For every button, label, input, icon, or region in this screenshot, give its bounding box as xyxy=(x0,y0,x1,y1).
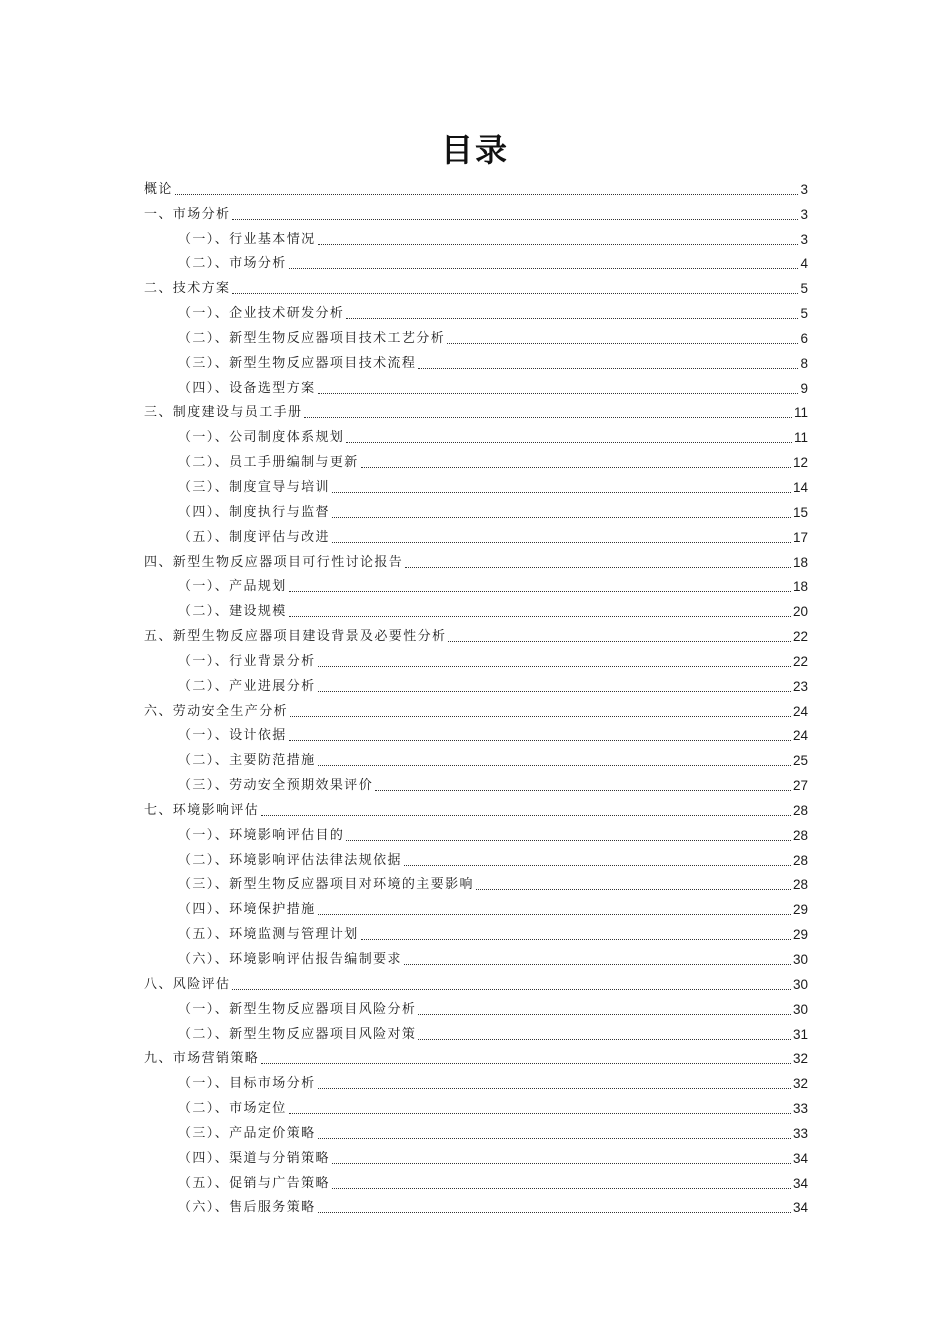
toc-entry-label: （二）、主要防范措施 xyxy=(178,753,316,769)
dot-leader xyxy=(289,616,791,617)
toc-entry-page-number: 17 xyxy=(792,529,808,545)
toc-entry[interactable] xyxy=(144,422,808,447)
toc-entry-page-number: 3 xyxy=(800,206,808,222)
toc-entry-label: （四）、设备选型方案 xyxy=(178,380,316,396)
toc-entry-page-number: 11 xyxy=(793,405,808,421)
toc-entry[interactable] xyxy=(144,919,808,944)
toc-entry-label: 四、新型生物反应器项目可行性讨论报告 xyxy=(144,554,404,570)
toc-entry-label: 概论 xyxy=(144,181,173,197)
dot-leader xyxy=(318,666,791,667)
toc-entry[interactable] xyxy=(144,373,808,398)
toc-entry-page-number: 6 xyxy=(800,330,808,346)
dot-leader xyxy=(346,442,792,443)
toc-entry-page-number: 27 xyxy=(792,778,808,794)
dot-leader xyxy=(346,840,791,841)
toc-entry[interactable] xyxy=(144,497,808,522)
toc-entry[interactable] xyxy=(144,1068,808,1093)
dot-leader xyxy=(289,268,799,269)
toc-entry-page-number: 5 xyxy=(800,306,808,322)
toc-entry[interactable] xyxy=(144,621,808,646)
toc-entry-label: （二）、建设规模 xyxy=(178,604,287,620)
toc-entry-label: （一）、新型生物反应器项目风险分析 xyxy=(178,1001,417,1017)
dot-leader xyxy=(361,939,791,940)
dot-leader xyxy=(318,244,799,245)
toc-entry-label: （一）、公司制度体系规划 xyxy=(178,430,345,446)
toc-entry-page-number: 4 xyxy=(800,256,808,272)
toc-entry[interactable] xyxy=(144,1044,808,1069)
dot-leader xyxy=(290,716,791,717)
toc-entry[interactable] xyxy=(144,646,808,671)
toc-entry-page-number: 15 xyxy=(792,504,808,520)
toc-entry-page-number: 11 xyxy=(793,430,808,446)
toc-entry-page-number: 3 xyxy=(800,181,808,197)
toc-entry[interactable] xyxy=(144,273,808,298)
dot-leader xyxy=(361,467,791,468)
dot-leader xyxy=(318,1088,791,1089)
toc-entry[interactable] xyxy=(144,820,808,845)
dot-leader xyxy=(375,790,791,791)
toc-entry-label: （四）、制度执行与监督 xyxy=(178,504,330,520)
page-title: 目录 xyxy=(440,131,509,169)
dot-leader xyxy=(404,865,791,866)
dot-leader xyxy=(318,1138,791,1139)
dot-leader xyxy=(418,368,798,369)
toc-entry[interactable] xyxy=(144,845,808,870)
toc-entry-page-number: 14 xyxy=(792,479,808,495)
toc-entry-label: 一、市场分析 xyxy=(144,206,231,222)
toc-entry-page-number: 32 xyxy=(792,1076,808,1092)
toc-entry-page-number: 34 xyxy=(792,1200,808,1216)
dot-leader xyxy=(418,1039,791,1040)
toc-entry[interactable] xyxy=(144,721,808,746)
toc-entry-label: （四）、环境保护措施 xyxy=(178,902,316,918)
toc-entry-page-number: 29 xyxy=(792,902,808,918)
toc-entry-label: （二）、产业进展分析 xyxy=(178,678,316,694)
toc-entry[interactable] xyxy=(144,944,808,969)
dot-leader xyxy=(232,293,798,294)
dot-leader xyxy=(332,1163,791,1164)
toc-entry-page-number: 9 xyxy=(800,380,808,396)
dot-leader xyxy=(232,989,791,990)
toc-list xyxy=(144,174,808,1217)
toc-entry[interactable] xyxy=(144,1143,808,1168)
toc-entry[interactable] xyxy=(144,447,808,472)
dot-leader xyxy=(448,641,791,642)
toc-entry-label: 八、风险评估 xyxy=(144,976,231,992)
toc-entry-label: （三）、产品定价策略 xyxy=(178,1125,316,1141)
toc-entry-label: （六）、环境影响评估报告编制要求 xyxy=(178,952,402,967)
toc-entry-page-number: 22 xyxy=(792,629,808,645)
dot-leader xyxy=(232,219,798,220)
toc-entry-page-number: 18 xyxy=(792,579,808,595)
toc-entry[interactable] xyxy=(144,224,808,249)
toc-entry-page-number: 23 xyxy=(792,678,808,694)
toc-entry-page-number: 12 xyxy=(792,455,808,471)
toc-entry-page-number: 3 xyxy=(800,231,808,247)
toc-entry-label: （二）、环境影响评估法律法规依据 xyxy=(178,852,402,868)
toc-entry[interactable] xyxy=(144,1093,808,1118)
toc-entry[interactable] xyxy=(144,298,808,323)
toc-entry[interactable] xyxy=(144,969,808,994)
toc-entry-page-number: 20 xyxy=(792,604,808,620)
dot-leader xyxy=(289,591,791,592)
toc-entry-page-number: 31 xyxy=(792,1026,808,1042)
dot-leader xyxy=(318,1212,791,1213)
toc-entry-label: （一）、目标市场分析 xyxy=(178,1076,316,1092)
dot-leader xyxy=(447,343,798,344)
dot-leader xyxy=(261,815,791,816)
toc-entry-label: （五）、制度评估与改进 xyxy=(178,529,330,545)
toc-entry-label: 九、市场营销策略 xyxy=(144,1051,260,1067)
toc-entry-label: （一）、企业技术研发分析 xyxy=(178,306,345,322)
toc-entry[interactable] xyxy=(144,994,808,1019)
toc-entry-label: （二）、市场定位 xyxy=(178,1101,287,1117)
dot-leader xyxy=(332,517,791,518)
toc-entry[interactable] xyxy=(144,249,808,274)
toc-entry-page-number: 30 xyxy=(792,1001,808,1017)
dot-leader xyxy=(318,765,791,766)
dot-leader xyxy=(332,492,791,493)
toc-entry-page-number: 28 xyxy=(792,852,808,868)
toc-entry[interactable] xyxy=(144,1019,808,1044)
dot-leader xyxy=(175,194,799,195)
dot-leader xyxy=(318,393,799,394)
toc-entry[interactable] xyxy=(144,696,808,721)
toc-entry-page-number: 5 xyxy=(800,281,808,297)
toc-entry-page-number: 24 xyxy=(792,703,808,719)
toc-entry-page-number: 28 xyxy=(792,877,808,893)
toc-entry-page-number: 34 xyxy=(792,1150,808,1166)
toc-entry[interactable] xyxy=(144,894,808,919)
toc-entry-label: （六）、售后服务策略 xyxy=(178,1200,316,1216)
toc-entry-page-number: 22 xyxy=(792,653,808,669)
toc-entry-label: （一）、行业基本情况 xyxy=(178,231,316,247)
toc-entry-page-number: 28 xyxy=(792,802,808,818)
toc-entry-label: （二）、员工手册编制与更新 xyxy=(178,455,359,471)
toc-entry-page-number: 25 xyxy=(792,753,808,769)
toc-entry-page-number: 34 xyxy=(792,1175,808,1191)
toc-entry[interactable] xyxy=(144,572,808,597)
toc-entry[interactable] xyxy=(144,795,808,820)
toc-entry[interactable] xyxy=(144,671,808,696)
toc-entry[interactable] xyxy=(144,745,808,770)
toc-entry-label: （一）、环境影响评估目的 xyxy=(178,827,345,843)
dot-leader xyxy=(405,567,791,568)
toc-entry[interactable] xyxy=(144,522,808,547)
toc-entry[interactable] xyxy=(144,472,808,497)
toc-entry-page-number: 29 xyxy=(792,927,808,943)
toc-entry[interactable] xyxy=(144,323,808,348)
toc-entry-page-number: 30 xyxy=(792,976,808,992)
toc-entry-label: （一）、设计依据 xyxy=(178,728,287,744)
toc-entry-label: （一）、行业背景分析 xyxy=(178,653,316,669)
toc-entry[interactable] xyxy=(144,348,808,373)
toc-entry-label: （三）、新型生物反应器项目技术流程 xyxy=(178,355,417,371)
toc-entry[interactable] xyxy=(144,1118,808,1143)
toc-entry[interactable] xyxy=(144,870,808,895)
toc-entry-page-number: 18 xyxy=(792,554,808,570)
toc-entry-label: 七、环境影响评估 xyxy=(144,802,260,818)
toc-entry-page-number: 33 xyxy=(792,1101,808,1117)
toc-entry[interactable] xyxy=(144,174,808,199)
toc-entry[interactable] xyxy=(144,1168,808,1193)
dot-leader xyxy=(332,1188,791,1189)
dot-leader xyxy=(318,691,791,692)
dot-leader xyxy=(332,542,791,543)
toc-entry-label: （三）、劳动安全预期效果评价 xyxy=(178,778,374,794)
toc-entry-label: （三）、新型生物反应器项目对环境的主要影响 xyxy=(178,877,474,893)
toc-entry-page-number: 32 xyxy=(792,1051,808,1067)
toc-entry-label: （二）、市场分析 xyxy=(178,256,287,272)
toc-entry-label: （四）、渠道与分销策略 xyxy=(178,1150,330,1166)
dot-leader xyxy=(476,889,791,890)
dot-leader xyxy=(304,417,792,418)
toc-entry-label: （一）、产品规划 xyxy=(178,579,287,595)
dot-leader xyxy=(289,1113,791,1114)
toc-entry[interactable] xyxy=(144,547,808,572)
toc-entry[interactable] xyxy=(144,1193,808,1218)
toc-entry-label: （二）、新型生物反应器项目风险对策 xyxy=(178,1026,417,1042)
toc-entry-label: 二、技术方案 xyxy=(144,281,231,297)
toc-entry[interactable] xyxy=(144,770,808,795)
toc-entry-label: （五）、促销与广告策略 xyxy=(178,1175,330,1191)
toc-entry[interactable] xyxy=(144,596,808,621)
dot-leader xyxy=(261,1063,791,1064)
toc-entry-label: 五、新型生物反应器项目建设背景及必要性分析 xyxy=(144,629,447,645)
dot-leader xyxy=(346,318,798,319)
toc-entry[interactable] xyxy=(144,199,808,224)
toc-entry-page-number: 24 xyxy=(792,728,808,744)
dot-leader xyxy=(404,964,791,965)
toc-entry-page-number: 30 xyxy=(792,952,808,967)
toc-entry-label: （三）、制度宣导与培训 xyxy=(178,479,330,495)
toc-entry-label: 六、劳动安全生产分析 xyxy=(144,703,289,719)
toc-entry[interactable] xyxy=(144,398,808,423)
toc-entry-page-number: 8 xyxy=(800,355,808,371)
toc-entry-label: （二）、新型生物反应器项目技术工艺分析 xyxy=(178,330,446,346)
dot-leader xyxy=(318,914,791,915)
dot-leader xyxy=(418,1014,791,1015)
toc-entry-page-number: 28 xyxy=(792,827,808,843)
dot-leader xyxy=(289,740,791,741)
toc-entry-label: （五）、环境监测与管理计划 xyxy=(178,927,359,943)
toc-entry-page-number: 33 xyxy=(792,1125,808,1141)
toc-entry-label: 三、制度建设与员工手册 xyxy=(144,405,303,421)
